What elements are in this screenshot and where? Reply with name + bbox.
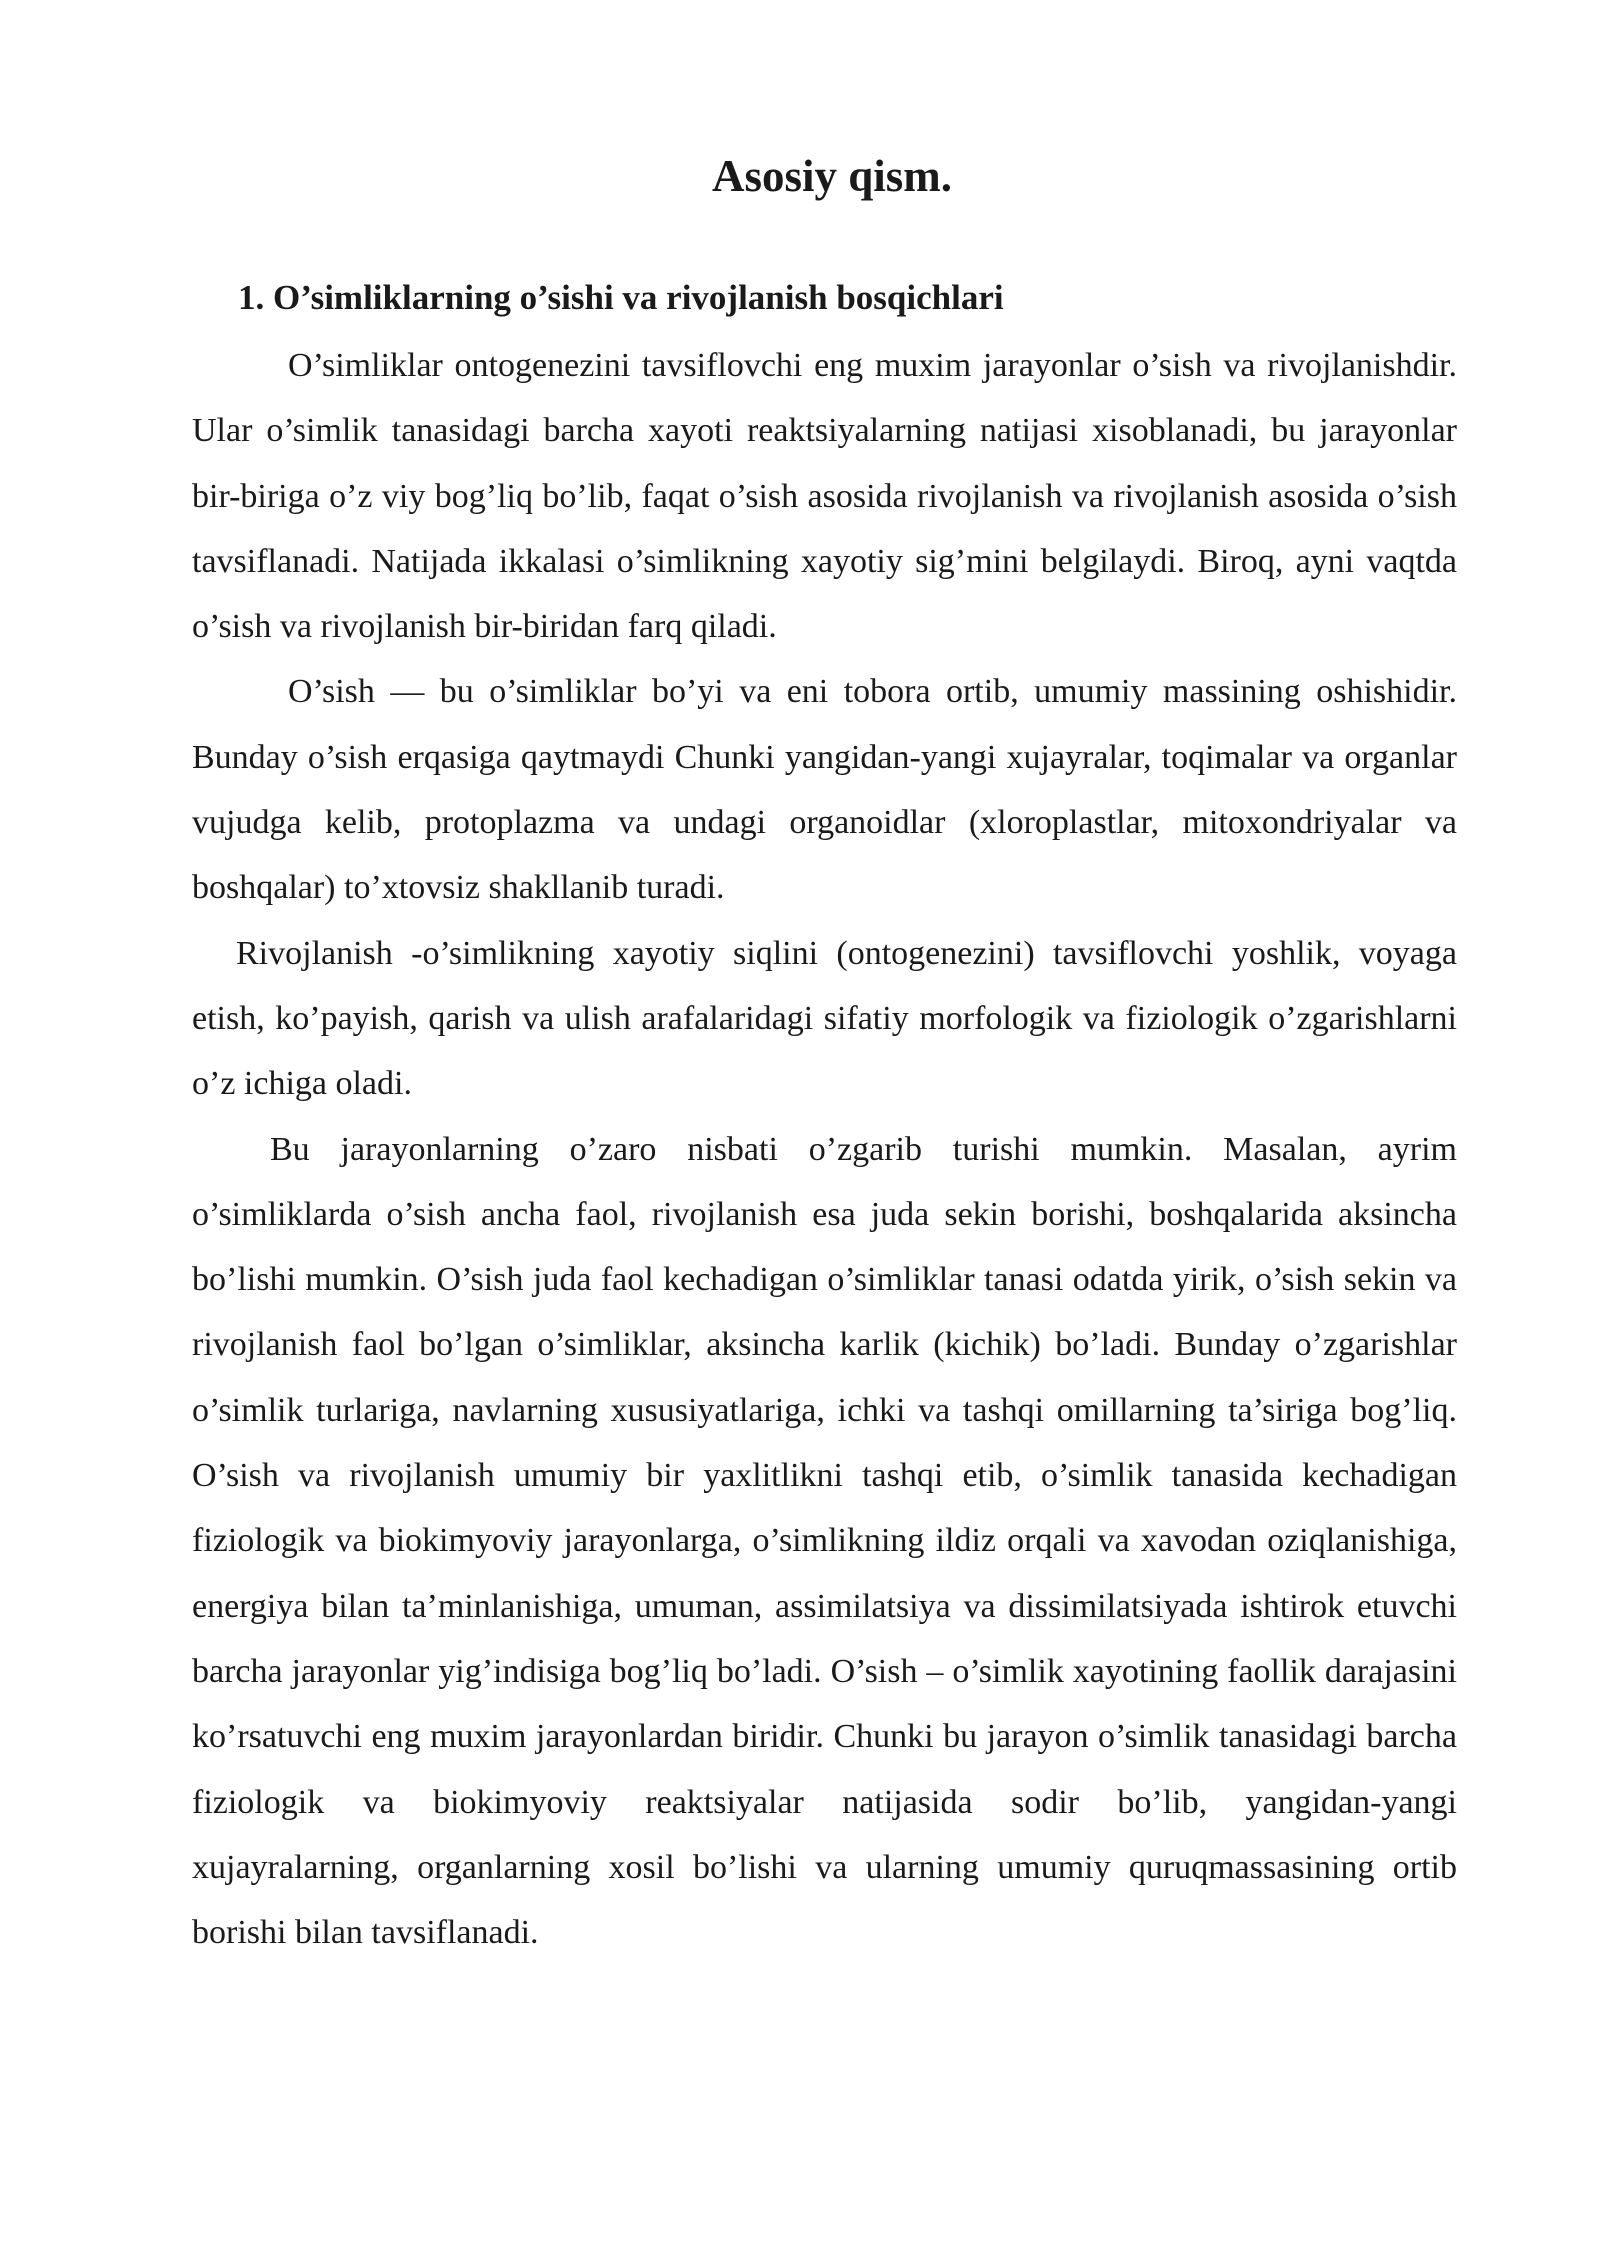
paragraph-1: O’simliklar ontogenezini tavsiflovchi eng muxim jarayonlar o’sish va rivojlanishdir. Ular o’simlik tanasidagi barcha xayoti reaktsiyalarning natijasi xisoblanadi, bu jarayonlar bir-biriga o’z viy bog’liq bo’lib, faqat o’sish asosida rivojlanish va rivojlanish asosida o’sish tavsiflanadi. Natijada ikkalasi o’simlikning xayotiy sig’mini belgilaydi. Biroq, ayni vaqtda o’sish va rivojlanish bir-biridan farq qiladi.	[192, 347, 1457, 646]
body-text	[192, 333, 1457, 1965]
paragraph-3: Rivojlanish -o’simlikning xayotiy siqlini (ontogenezini) tavsiflovchi yoshlik, voyaga etish, ko’payish, qarish va ulish arafalaridagi sifatiy morfologik va fiziologik o’zgarishlarni o’z ichiga oladi.	[192, 934, 1457, 1103]
page-title: Asosiy qism.	[711, 151, 953, 201]
paragraph-2: O’sish — bu o’simliklar bo’yi va eni tobora ortib, umumiy massining oshishidir. Bunday o’sish erqasiga qaytmaydi Chunki yangidan-yangi xujayralar, toqimalar va organlar vujudga kelib, protoplazma va undagi organoidlar (xloroplastlar, mitoxondriyalar va boshqalar) to’xtovsiz shakllanib turadi.	[192, 673, 1457, 907]
section-heading: 1. O’simliklarning o’sishi va rivojlanish bosqichlari	[238, 278, 1004, 317]
paragraph-4: Bu jarayonlarning o’zaro nisbati o’zgarib turishi mumkin. Masalan, ayrim o’simliklarda o’sish ancha faol, rivojlanish esa juda sekin borishi, boshqalarida aksincha bo’lishi mumkin. O’sish juda faol kechadigan o’simliklar tanasi odatda yirik, o’sish sekin va rivojlanish faol bo’lgan o’simliklar, aksincha karlik (kichik) bo’ladi. Bunday o’zgarishlar o’simlik turlariga, navlarning xususiyatlariga, ichki va tashqi omillarning ta’siriga bog’liq. O’sish va rivojlanish umumiy bir yaxlitlikni tashqi etib, o’simlik tanasida kechadigan fiziologik va biokimyoviy jarayonlarga, o’simlikning ildiz orqali va xavodan oziqlanishiga, energiya bilan ta’minlanishiga, umuman, assimilatsiya va dissimilatsiyada ishtirok etuvchi barcha jarayonlar yig’indisiga bog’liq bo’ladi. O’sish – o’simlik xayotining faollik darajasini ko’rsatuvchi eng muxim jarayonlardan biridir. Chunki bu jarayon o’simlik tanasidagi barcha fiziologik va biokimyoviy reaktsiyalar natijasida sodir bo’lib, yangidan-yangi xujayralarning, organlarning xosil bo’lishi va ularning umumiy quruqmassasining ortib borishi bilan tavsiflanadi.	[192, 1130, 1457, 1952]
